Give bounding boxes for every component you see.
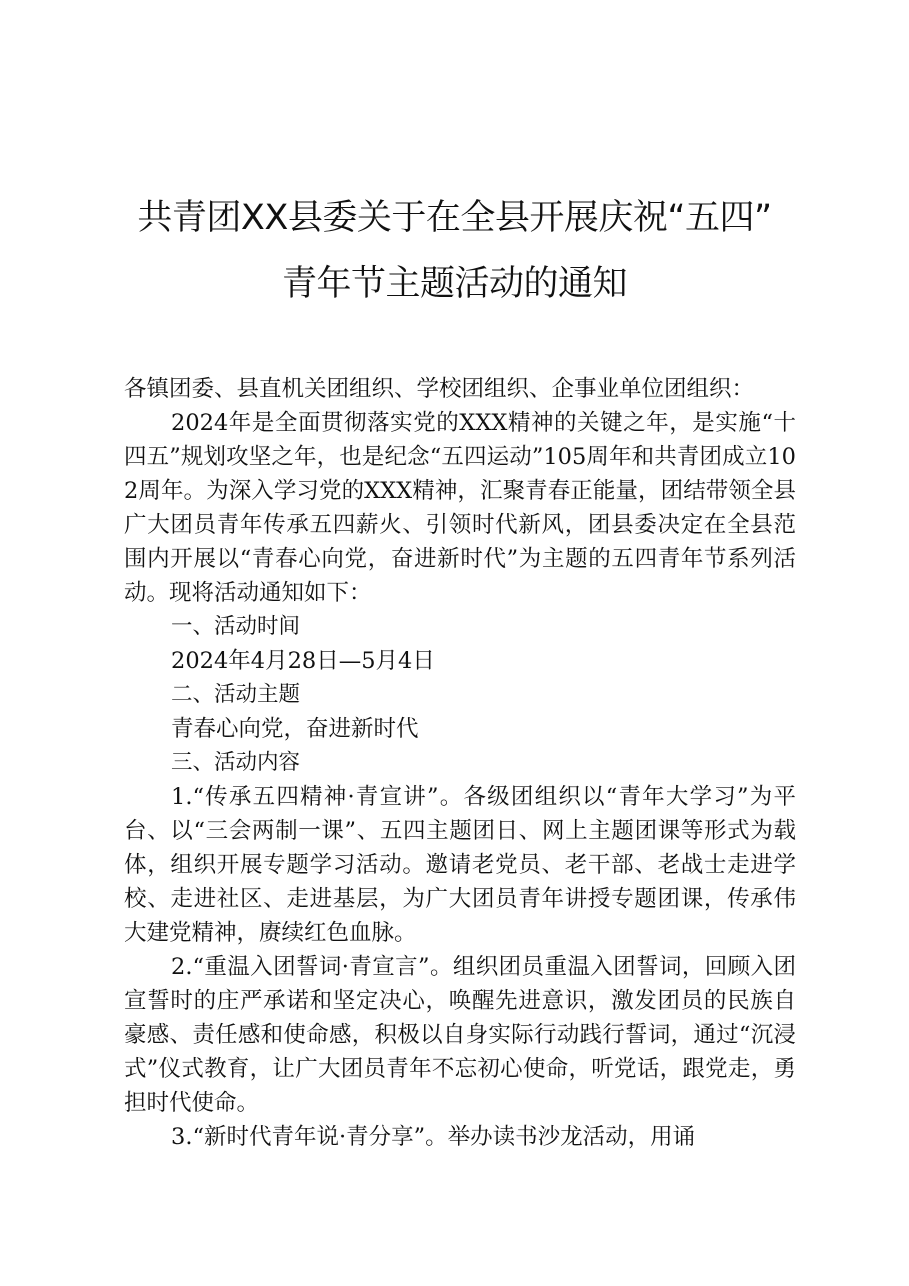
section-text-theme: 青春心向党，奋进新时代 [171, 716, 419, 742]
document-title-line2: 青年节主题活动的通知 [281, 264, 627, 304]
section-heading-content: 三、活动内容 [171, 750, 301, 775]
content-item-2: 2.“重温入团誓词·青宣言”。组织团员重温入团誓词，回顾入团宣誓时的庄严承诺和坚定决心，唤醒先进意识，激发团员的民族自豪感、责任感和使命感，积极以自身实际行动践行誓词，通过“沉浸式”仪式教育，让广大团员青年不忘初心使命，听党话，跟党走，勇担时代使命。 [124, 954, 796, 1116]
document-title-line1: 共青团XX县委关于在全县开展庆祝“五四” [137, 198, 772, 238]
salutation: 各镇团委、县直机关团组织、学校团组织、企事业单位团组织： [124, 376, 755, 402]
section-heading-theme: 二、活动主题 [171, 682, 301, 707]
section-text-time: 2024年4月28日—5月4日 [171, 648, 435, 674]
document-body [124, 372, 796, 1154]
intro-paragraph: 2024年是全面贯彻落实党的XXX精神的关键之年，是实施“十四五”规划攻坚之年，也是纪念“五四运动”105周年和共青团成立102周年。为深入学习党的XXX精神，汇聚青春正能量，团结带领全县广大团员青年传承五四薪火、引领时代新风，团县委决定在全县范围内开展以“青春心向党，奋进新时代”为主题的五四青年节系列活动。现将活动通知如下： [124, 410, 796, 606]
section-heading-time: 一、活动时间 [171, 614, 301, 639]
content-item-3: 3.“新时代青年说·青分享”。举办读书沙龙活动，用诵 [171, 1124, 696, 1150]
content-item-1: 1.“传承五四精神·青宣讲”。各级团组织以“青年大学习”为平台、以“三会两制一课”、五四主题团日、网上主题团课等形式为载体，组织开展专题学习活动。邀请老党员、老干部、老战士走进学校、走进社区、走进基层，为广大团员青年讲授专题团课，传承伟大建党精神，赓续红色血脉。 [124, 784, 796, 946]
